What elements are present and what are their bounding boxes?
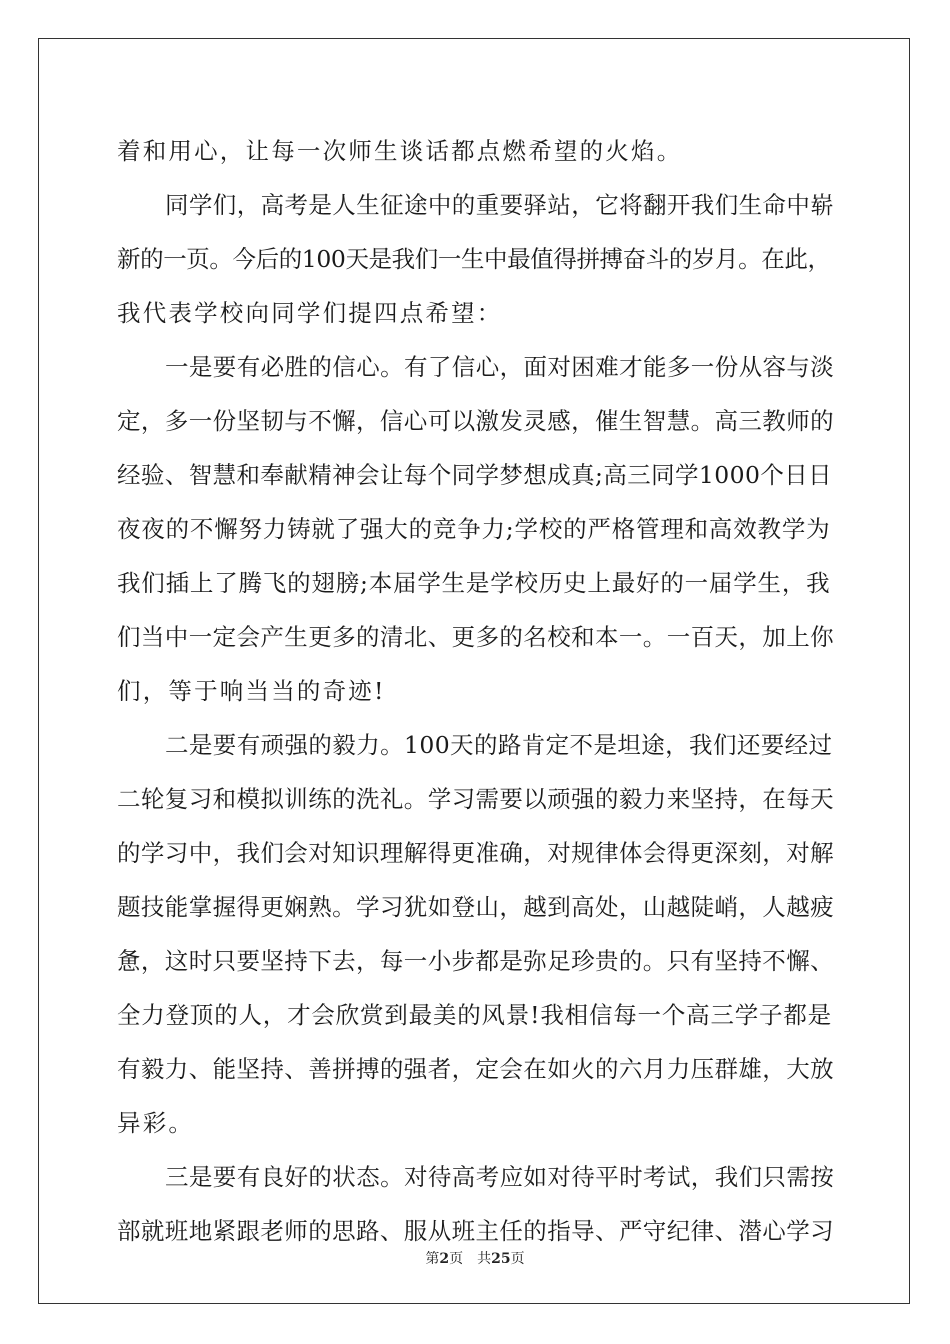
text-line: 们，等于响当当的奇迹! (117, 677, 386, 705)
page-total-suffix: 页 (510, 1251, 525, 1267)
text-line: 异彩。 (117, 1109, 195, 1137)
text-line: 们当中一定会产生更多的清北、更多的名校和本一。一百天，加上你 (117, 623, 834, 651)
page-total-count: 25 (491, 1251, 511, 1267)
text-line: 一是要有必胜的信心。有了信心，面对困难才能多一份从容与淡 (165, 353, 835, 381)
text-line: 我们插上了腾飞的翅膀;本届学生是学校历史上最好的一届学生，我 (117, 569, 831, 597)
text-line: 题技能掌握得更娴熟。学习犹如登山，越到高处，山越陡峭，人越疲 (117, 893, 834, 921)
text-line: 夜夜的不懈努力铸就了强大的竞争力;学校的严格管理和高效教学为 (117, 515, 831, 543)
text-line: 二是要有顽强的毅力。100天的路肯定不是坦途，我们还要经过 (165, 731, 833, 759)
text-line: 我代表学校向同学们提四点希望： (117, 299, 503, 327)
page-total-prefix: 共 (477, 1251, 492, 1267)
page-number-prefix: 第 (425, 1251, 440, 1267)
document-body (117, 124, 835, 1258)
text-line: 惫，这时只要坚持下去，每一小步都是弥足珍贵的。只有坚持不懈、 (117, 947, 834, 975)
text-line: 经验、智慧和奉献精神会让每个同学梦想成真;高三同学1000个日日 (117, 461, 833, 489)
text-line: 部就班地紧跟老师的思路、服从班主任的指导、严守纪律、潜心学习 (117, 1217, 834, 1245)
text-line: 全力登顶的人，才会欣赏到最美的风景!我相信每一个高三学子都是 (117, 1001, 832, 1029)
text-line: 新的一页。今后的100天是我们一生中最值得拼搏奋斗的岁月。在此， (117, 245, 831, 273)
page-number-suffix: 页 (449, 1251, 464, 1267)
text-line: 二轮复习和模拟训练的洗礼。学习需要以顽强的毅力来坚持，在每天 (117, 785, 834, 813)
text-line: 着和用心，让每一次师生谈话都点燃希望的火焰。 (117, 137, 683, 165)
text-line: 同学们，高考是人生征途中的重要驿站，它将翻开我们生命中崭 (165, 191, 835, 219)
text-line: 的学习中，我们会对知识理解得更准确，对规律体会得更深刻，对解 (117, 839, 834, 867)
page-number-current: 2 (439, 1251, 450, 1267)
text-line: 定，多一份坚韧与不懈，信心可以激发灵感，催生智慧。高三教师的 (117, 407, 834, 435)
page-footer (0, 1248, 950, 1268)
text-line: 三是要有良好的状态。对待高考应如对待平时考试，我们只需按 (165, 1163, 835, 1191)
text-line: 有毅力、能坚持、善拼搏的强者，定会在如火的六月力压群雄，大放 (117, 1055, 834, 1083)
